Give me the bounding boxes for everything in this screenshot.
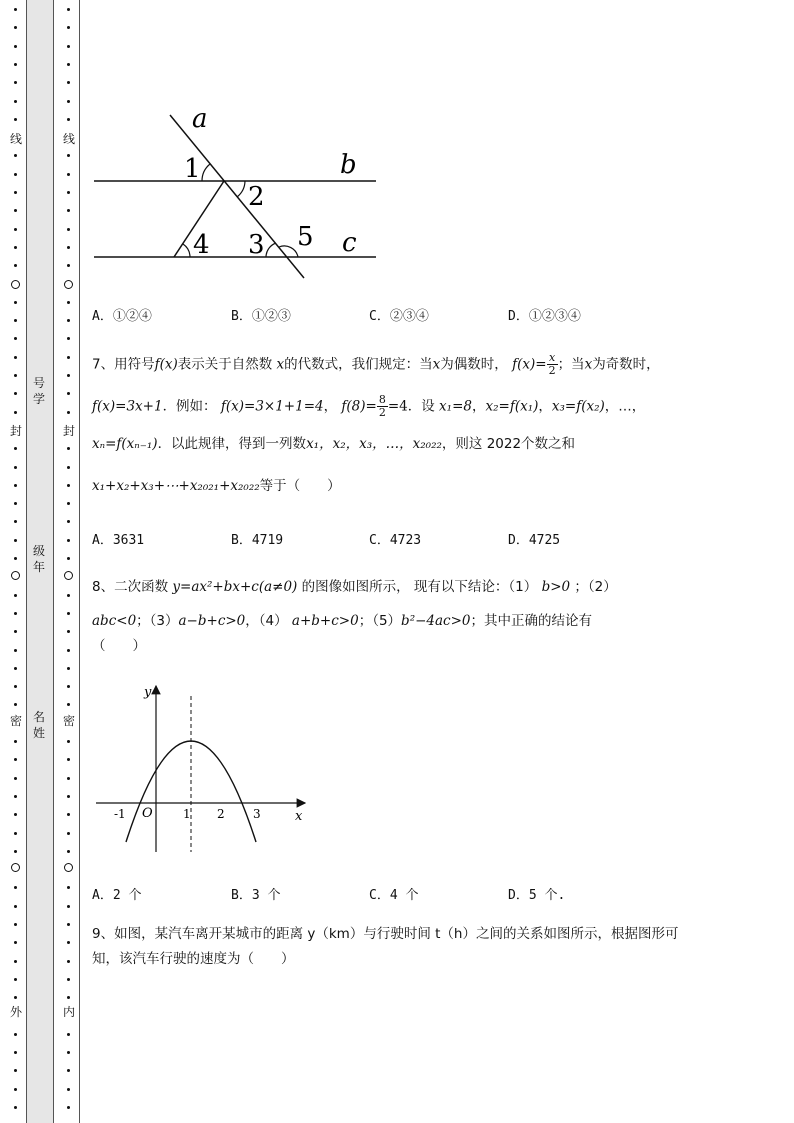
- cut-line-dot: [67, 447, 70, 450]
- cut-line-dot: [67, 301, 70, 304]
- label-angle-5: 5: [297, 222, 314, 252]
- q8-option-c[interactable]: C．4 个: [369, 888, 419, 903]
- cut-line-dot: [14, 758, 17, 761]
- inner-label-seal: 封: [62, 424, 75, 438]
- q8-line-3: （ ）: [92, 638, 146, 654]
- cut-line-dot: [14, 411, 17, 414]
- cut-line-dot: [14, 649, 17, 652]
- cut-line-dot: [67, 154, 70, 157]
- cut-line-dot: [14, 594, 17, 597]
- q6-option-b[interactable]: B．①②③: [231, 309, 291, 324]
- cut-line-dot: [14, 356, 17, 359]
- cut-line-dot: [67, 45, 70, 48]
- cut-line-dot: [14, 612, 17, 615]
- label-a: a: [192, 105, 208, 134]
- q8-line-2: abc<0；（3）a−b+c>0，（4） a+b+c>0；（5）b²−4ac>0；其中正确的结论有: [92, 613, 593, 629]
- cut-line-dot: [14, 502, 17, 505]
- x-axis-label: x: [295, 809, 303, 824]
- cut-line-dot: [67, 777, 70, 780]
- q7-line-1: 7、用符号f(x)表示关于自然数 x的代数式，我们规定：当x为偶数时， f(x)= $\frac{x}{2}$ ；当x为奇数时，: [92, 351, 660, 377]
- inner-label-line: 线: [62, 132, 75, 146]
- cut-line-dot: [67, 173, 70, 176]
- outer-label-secret: 密: [9, 714, 22, 728]
- cut-line-dot: [67, 1069, 70, 1072]
- cut-line-dot: [67, 539, 70, 542]
- cut-line-dot: [67, 557, 70, 560]
- field-label-student-number: 号学: [32, 376, 45, 406]
- cut-line-dot: [14, 1069, 17, 1072]
- cut-line-dot: [67, 209, 70, 212]
- cut-line-dot: [14, 978, 17, 981]
- cut-line-dot: [14, 777, 17, 780]
- cut-line-dot: [14, 941, 17, 944]
- cut-line-dot: [14, 26, 17, 29]
- cut-line-dot: [14, 447, 17, 450]
- outer-dotted-cut-line: [9, 0, 23, 1123]
- q7-option-c[interactable]: C．4723: [369, 533, 422, 548]
- cut-line-dot: [14, 337, 17, 340]
- cut-line-dot: [67, 374, 70, 377]
- parabola-curve: [126, 741, 256, 842]
- cut-line-dot: [67, 118, 70, 121]
- cut-line-dot: [14, 630, 17, 633]
- q8-option-b[interactable]: B．3 个: [231, 888, 281, 903]
- cut-line-dot: [67, 630, 70, 633]
- cut-line-dot: [67, 612, 70, 615]
- cut-line-circle-icon: [11, 571, 20, 580]
- fraction-x-over-2: $\frac{x}{2}$: [548, 351, 556, 377]
- cut-line-dot: [67, 26, 70, 29]
- cut-line-circle-icon: [11, 280, 20, 289]
- cut-line-dot: [67, 996, 70, 999]
- q7-option-b[interactable]: B．4719: [231, 533, 284, 548]
- tick-label-neg1: -1: [114, 807, 126, 821]
- tick-label-2: 2: [217, 807, 225, 821]
- q9-line-2: 知，该汽车行驶的速度为（ ）: [92, 951, 295, 967]
- q6-parallel-lines-figure: [92, 105, 382, 285]
- outer-label-seal: 封: [9, 424, 22, 438]
- cut-line-dot: [67, 685, 70, 688]
- cut-line-dot: [67, 246, 70, 249]
- cut-line-dot: [14, 1106, 17, 1109]
- cut-line-circle-icon: [64, 863, 73, 872]
- cut-line-dot: [67, 228, 70, 231]
- cut-line-dot: [14, 228, 17, 231]
- cut-line-dot: [67, 923, 70, 926]
- origin-label: O: [142, 806, 153, 821]
- q7-option-a[interactable]: A．3631: [92, 533, 145, 548]
- cut-line-dot: [67, 191, 70, 194]
- field-label-grade: 级年: [32, 544, 45, 574]
- cut-line-dot: [67, 356, 70, 359]
- cut-line-circle-icon: [64, 280, 73, 289]
- cut-line-dot: [14, 319, 17, 322]
- q6-option-a[interactable]: A．①②④: [92, 309, 152, 324]
- cut-line-dot: [14, 813, 17, 816]
- cut-line-dot: [14, 1051, 17, 1054]
- cut-line-circle-icon: [11, 863, 20, 872]
- inner-dotted-cut-line: [62, 0, 76, 1123]
- q7-option-d[interactable]: D．4725: [508, 533, 561, 548]
- arc-angle-1: [202, 164, 210, 181]
- cut-line-dot: [67, 795, 70, 798]
- cut-line-dot: [14, 996, 17, 999]
- cut-line-dot: [67, 520, 70, 523]
- field-label-name: 名姓: [32, 710, 45, 740]
- cut-line-dot: [67, 758, 70, 761]
- cut-line-dot: [14, 520, 17, 523]
- cut-line-dot: [14, 63, 17, 66]
- cut-line-dot: [67, 264, 70, 267]
- q6-option-d[interactable]: D．①②③④: [508, 309, 581, 324]
- inner-label-secret: 密: [62, 714, 75, 728]
- cut-line-dot: [67, 649, 70, 652]
- arc-angle-2: [237, 181, 245, 197]
- q7-line-4: x₁+x₂+x₃+⋯+x₂₀₂₁+x₂₀₂₂等于（ ）: [92, 478, 341, 494]
- cut-line-circle-icon: [64, 571, 73, 580]
- cut-line-dot: [14, 905, 17, 908]
- cut-line-dot: [67, 411, 70, 414]
- q7-line-2: f(x)=3x+1．例如： f(x)=3×1+1=4， f(8)= $\frac{8}{2}$ =4．设 x₁=8，x₂=f(x₁)，x₃=f(x₂)，…，: [92, 393, 646, 419]
- cut-line-dot: [14, 301, 17, 304]
- cut-line-dot: [14, 703, 17, 706]
- inner-label-inside: 内: [62, 1005, 75, 1019]
- cut-line-dot: [14, 154, 17, 157]
- cut-line-dot: [67, 484, 70, 487]
- cut-line-dot: [14, 960, 17, 963]
- cut-line-dot: [14, 100, 17, 103]
- cut-line-dot: [14, 539, 17, 542]
- q8-option-a[interactable]: A．2 个: [92, 888, 142, 903]
- cut-line-dot: [14, 685, 17, 688]
- label-angle-1: 1: [184, 154, 201, 184]
- cut-line-dot: [14, 850, 17, 853]
- cut-line-dot: [67, 886, 70, 889]
- cut-line-dot: [14, 1088, 17, 1091]
- cut-line-dot: [67, 81, 70, 84]
- cut-line-dot: [67, 1088, 70, 1091]
- cut-line-dot: [14, 557, 17, 560]
- fraction-8-over-2: $\frac{8}{2}$: [378, 393, 386, 419]
- cut-line-dot: [67, 703, 70, 706]
- margin-border-line: [79, 0, 80, 1123]
- cut-line-dot: [14, 45, 17, 48]
- y-axis-label: y: [144, 685, 152, 700]
- cut-line-dot: [67, 502, 70, 505]
- cut-line-dot: [67, 905, 70, 908]
- cut-line-dot: [67, 1033, 70, 1036]
- cut-line-dot: [14, 667, 17, 670]
- cut-line-dot: [14, 8, 17, 11]
- cut-line-dot: [14, 886, 17, 889]
- cut-line-dot: [67, 1106, 70, 1109]
- cut-line-dot: [67, 466, 70, 469]
- cut-line-dot: [67, 100, 70, 103]
- label-b: b: [340, 150, 357, 180]
- cut-line-dot: [14, 466, 17, 469]
- arc-angle-4: [183, 244, 190, 257]
- q7-line-3: xₙ=f(xₙ₋₁)．以此规律，得到一列数x₁，x₂，x₃，…，x₂₀₂₂，则这 2022个数之和: [92, 436, 576, 452]
- cut-line-dot: [67, 392, 70, 395]
- cut-line-dot: [67, 1051, 70, 1054]
- cut-line-dot: [14, 118, 17, 121]
- cut-line-dot: [14, 246, 17, 249]
- outer-label-outside: 外: [9, 1005, 22, 1019]
- cut-line-dot: [14, 1033, 17, 1036]
- cut-line-dot: [67, 594, 70, 597]
- cut-line-dot: [14, 392, 17, 395]
- cut-line-dot: [14, 191, 17, 194]
- tick-label-3: 3: [253, 807, 261, 821]
- cut-line-dot: [67, 813, 70, 816]
- cut-line-dot: [67, 667, 70, 670]
- label-c: c: [342, 228, 357, 258]
- cut-line-dot: [67, 63, 70, 66]
- cut-line-dot: [67, 850, 70, 853]
- q9-line-1: 9、如图，某汽车离开某城市的距离 y（km）与行驶时间 t（h）之间的关系如图所示，根据图形可: [92, 926, 679, 942]
- outer-label-line: 线: [9, 132, 22, 146]
- cut-line-dot: [14, 374, 17, 377]
- cut-line-dot: [14, 264, 17, 267]
- cut-line-dot: [67, 978, 70, 981]
- cut-line-dot: [14, 209, 17, 212]
- label-angle-3: 3: [248, 230, 265, 260]
- q6-option-c[interactable]: C．②③④: [369, 309, 429, 324]
- cut-line-dot: [14, 81, 17, 84]
- cut-line-dot: [14, 484, 17, 487]
- cut-line-dot: [67, 740, 70, 743]
- cut-line-dot: [67, 960, 70, 963]
- q8-parabola-graph: [92, 680, 312, 860]
- cut-line-dot: [67, 319, 70, 322]
- q8-line-1: 8、二次函数 y=ax²+bx+c(a≠0) 的图像如图所示， 现有以下结论：（1） b>0 ；（2）: [92, 579, 617, 595]
- cut-line-dot: [14, 832, 17, 835]
- cut-line-dot: [67, 832, 70, 835]
- q8-option-d[interactable]: D．5 个.: [508, 888, 566, 903]
- cut-line-dot: [67, 8, 70, 11]
- tick-label-1: 1: [183, 807, 191, 821]
- label-angle-4: 4: [193, 230, 210, 260]
- cut-line-dot: [14, 923, 17, 926]
- arc-angle-3: [266, 243, 276, 257]
- cut-line-dot: [14, 740, 17, 743]
- cut-line-dot: [14, 795, 17, 798]
- cut-line-dot: [67, 941, 70, 944]
- cut-line-dot: [67, 337, 70, 340]
- cut-line-dot: [14, 173, 17, 176]
- label-angle-2: 2: [248, 182, 265, 212]
